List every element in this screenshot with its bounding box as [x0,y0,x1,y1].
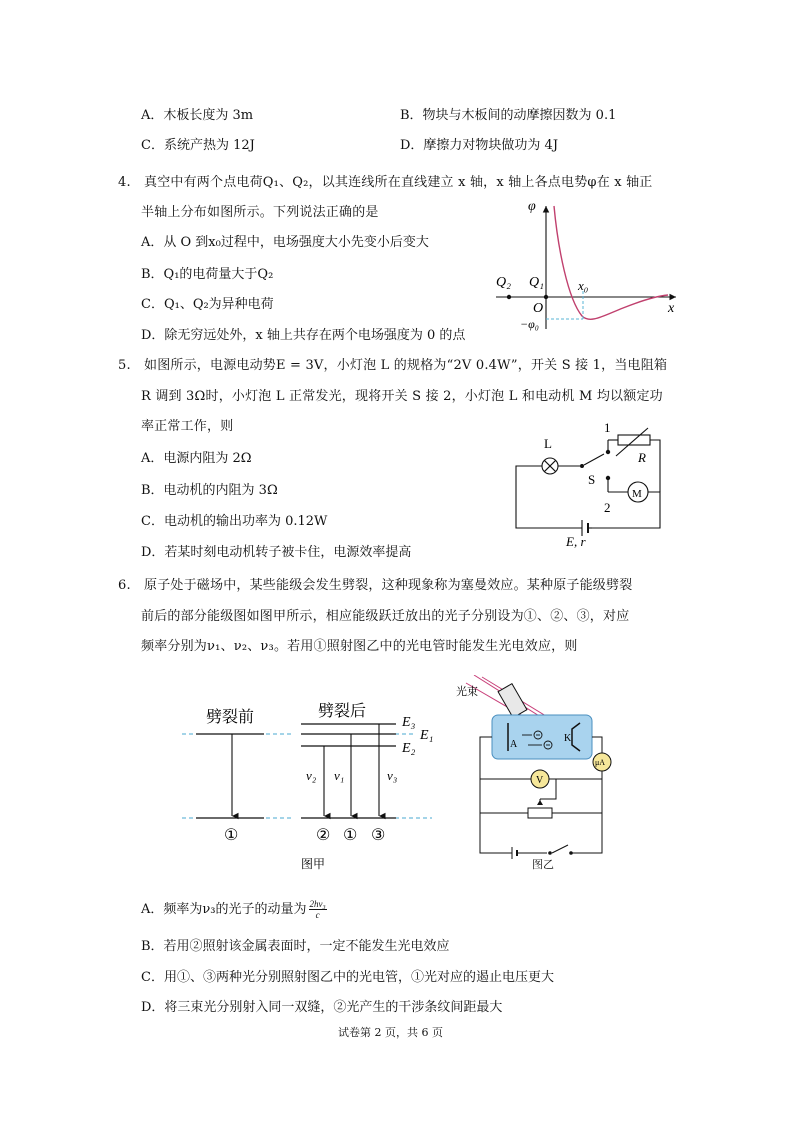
q6-label-e1: E₁ [420,728,434,743]
q4-option-c: C．Q₁、Q₂为异种电荷 [141,297,274,312]
q6-stem-line3: 频率分别为ν₁、ν₂、ν₃。若用①照射图乙中的光电管时能发生光电效应，则 [141,639,578,654]
q5-option-a: A．电源内阻为 2Ω [141,451,252,466]
q5-circuit-diagram [508,418,678,550]
q5-stem-line3: 率正常工作，则 [141,419,234,434]
q6-label-e3: E₃ [402,715,416,730]
q3-option-d: D．摩擦力对物块做功为 4J [400,138,559,153]
q4-label-q2: Q₂ [496,275,511,290]
q6-photocell-glass [492,715,592,759]
q4-label-x: x [668,301,675,316]
q6-stem-line2: 前后的部分能级图如图甲所示，相应能级跃迁放出的光子分别设为①、②、③，对应 [141,609,630,624]
q5-option-c: C．电动机的输出功率为 0.12W [141,514,328,529]
q6-label-a: A [510,739,518,750]
q6-label-photon-3: ③ [371,827,386,844]
q5-switch-blade [584,454,604,465]
q4-stem-line1: 4. 真空中有两个点电荷Q₁、Q₂，以其连线所在直线建立 x 轴，x 轴上各点电势φ在 x 轴正 [118,175,653,190]
q5-label-pos1: 1 [604,420,611,435]
q5-contact-2 [606,476,610,480]
q6-label-k: K [564,733,572,744]
q5-wire-right-lower [592,492,660,528]
q6-label-photon-1: ① [224,827,239,844]
q6-option-d: D．将三束光分别射入同一双缝，②光产生的干涉条纹间距最大 [141,1000,503,1015]
page-footer: 试卷第 2 页，共 6 页 [338,1026,443,1039]
q6-label-microammeter: μA [595,758,606,767]
q6-label-v1: ν₁ [334,768,345,783]
q4-label-q1: Q₁ [529,275,544,290]
q4-label-phi: φ [528,199,536,214]
q6-window-tube [498,684,527,718]
q6-wire-right-bottom [572,771,602,853]
q6-rheostat [528,808,552,818]
q3-option-a: A．木板长度为 3m [141,108,254,123]
q6-option-b: B．若用②照射该金属表面时，一定不能发生光电效应 [141,939,450,954]
q6-caption-jia: 图甲 [301,857,326,871]
q6-wire-right-top [592,737,602,753]
q6-option-a-fraction [309,899,327,920]
q4-stem-line2: 半轴上分布如图所示。下列说法正确的是 [141,205,379,220]
q6-option-a [141,898,327,920]
q5-label-pos2: 2 [604,500,611,515]
q5-label-motor: M [632,488,642,500]
q4-charge-q1 [544,295,548,299]
q5-contact-1 [606,450,610,454]
q5-wire-right-upper [650,440,660,492]
q5-option-d: D．若某时刻电动机转子被卡住，电源效率提高 [141,545,412,560]
q5-wire-left [516,466,582,528]
q6-option-a-prefix: A．频率为ν₃的光子的动量为 [141,902,307,917]
q4-label-x0: x₀ [578,278,589,293]
q5-stem-line1: 5. 如图所示，电源电动势E = 3V，小灯泡 L 的规格为“2V 0.4W”，开关 S 接 1，当电阻箱 [118,358,668,373]
q6-label-voltmeter: V [536,775,544,786]
q6-caption-yi: 图乙 [532,858,554,871]
q6-option-a-numerator: 2hν₃ [309,899,326,909]
q4-charge-q2 [507,295,511,299]
q6-label-photon-2: ② [316,827,331,844]
q5-label-source: E, r [566,534,586,549]
q6-label-v2: ν₂ [306,768,317,783]
q3-option-c: C．系统产热为 12J [141,138,255,153]
q4-option-b: B．Q₁的电荷量大于Q₂ [141,267,274,282]
q6-photocell-diagram [452,675,622,875]
q6-label-beam: 光束 [456,686,478,698]
q4-option-a: A．从 O 到x₀过程中，电场强度大小先变小后变大 [141,235,429,250]
q6-label-after: 劈裂后 [318,703,367,720]
q6-option-c: C．用①、③两种光分别照射图乙中的光电管，①光对应的遏止电压更大 [141,970,554,985]
q4-potential-graph [488,194,688,344]
q4-label-origin: O [533,301,544,316]
q3-option-b: B．物块与木板间的动摩擦因数为 0.1 [400,108,617,123]
q6-switch-blade [552,845,568,853]
q5-stem-line2: R 调到 3Ω时，小灯泡 L 正常发光，现将开关 S 接 2，小灯泡 L 和电动机 M 均以额定功 [141,389,663,404]
q6-option-a-denominator: c [315,910,320,920]
q6-label-v3: ν₃ [387,768,398,783]
q5-label-resistor: R [638,450,646,465]
q5-label-lamp: L [544,436,552,451]
q4-option-d: D．除无穷远处外，x 轴上共存在两个电场强度为 0 的点 [141,328,466,343]
q6-energy-level-diagram [176,690,436,875]
q6-label-before: 劈裂前 [206,709,255,726]
q6-stem-line1: 6. 原子处于磁场中，某些能级会发生劈裂，这种现象称为塞曼效应。某种原子能级劈裂 [118,578,633,593]
q5-option-b: B．电动机的内阻为 3Ω [141,483,278,498]
q5-label-switch: S [588,472,596,487]
q6-label-photon-1b: ① [343,827,358,844]
q4-potential-curve [554,206,668,319]
q6-label-e2: E₂ [402,741,416,756]
q4-label-minus-phi0: −φ₀ [520,317,539,331]
